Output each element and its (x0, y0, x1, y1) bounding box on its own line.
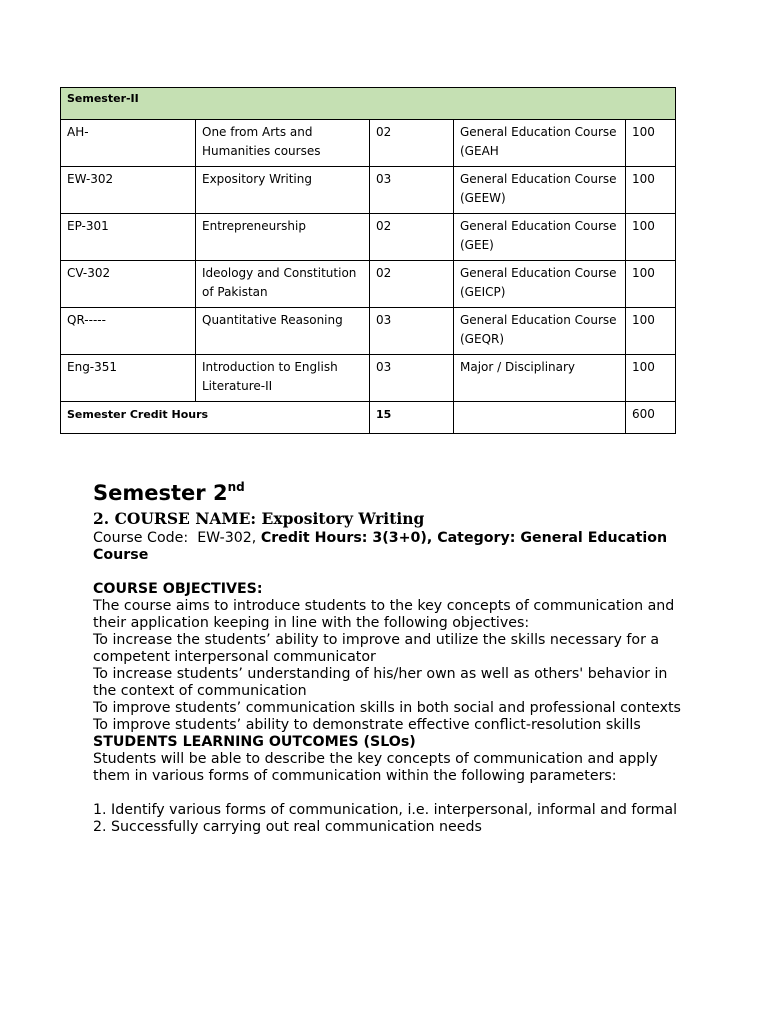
course-marks: 100 (626, 214, 676, 261)
course-credits: 02 (370, 120, 454, 167)
course-title: Introduction to English Literature-II (196, 355, 370, 402)
course-name-label: 2. COURSE NAME: (93, 509, 257, 528)
course-code: CV-302 (61, 261, 196, 308)
semester-title-sup: nd (227, 480, 245, 494)
objective-item: To increase the students’ ability to improve and utilize the skills necessary for a competent interpersonal communicator (93, 632, 660, 665)
course-marks: 100 (626, 261, 676, 308)
course-code-label: Course Code: (93, 530, 189, 546)
semester-header: Semester-II (61, 88, 676, 120)
course-credits: 03 (370, 308, 454, 355)
table-row (61, 120, 676, 167)
slo-intro: Students will be able to describe the key concepts of communication and apply them in various forms of communication within the following parameters: (93, 751, 658, 784)
semester-title-text: Semester 2 (93, 481, 228, 505)
course-title: Entrepreneurship (196, 214, 370, 261)
course-title: Expository Writing (196, 167, 370, 214)
course-name-value: Expository Writing (261, 509, 425, 528)
objectives-heading: COURSE OBJECTIVES: (93, 581, 263, 597)
slo-heading: STUDENTS LEARNING OUTCOMES (SLOs) (93, 734, 416, 750)
table-header-row (61, 88, 676, 120)
total-marks: 600 (626, 402, 676, 434)
course-category: General Education Course (GEE) (454, 214, 626, 261)
course-title: Quantitative Reasoning (196, 308, 370, 355)
course-section (93, 472, 693, 836)
course-credits: 02 (370, 261, 454, 308)
course-meta (93, 530, 693, 564)
table-row (61, 355, 676, 402)
course-table (60, 87, 676, 434)
objective-item: To improve students’ ability to demonstrate effective conflict-resolution skills (93, 717, 641, 733)
course-code: Eng-351 (61, 355, 196, 402)
course-code: EP-301 (61, 214, 196, 261)
course-category: General Education Course (GEICP) (454, 261, 626, 308)
course-credits: 02 (370, 214, 454, 261)
course-name (93, 508, 693, 530)
course-category: Major / Disciplinary (454, 355, 626, 402)
course-marks: 100 (626, 167, 676, 214)
course-marks: 100 (626, 355, 676, 402)
course-credits: 03 (370, 355, 454, 402)
table-row (61, 167, 676, 214)
total-credits: 15 (370, 402, 454, 434)
course-title: Ideology and Constitution of Pakistan (196, 261, 370, 308)
course-code: AH- (61, 120, 196, 167)
table-row (61, 261, 676, 308)
course-code-value: EW-302, (197, 530, 257, 546)
course-meta-bold: Credit Hours: 3(3+0), Category: General Education Course (93, 530, 668, 563)
semester-title (93, 472, 693, 508)
course-code: EW-302 (61, 167, 196, 214)
course-marks: 100 (626, 308, 676, 355)
total-label: Semester Credit Hours (61, 402, 370, 434)
table-row (61, 214, 676, 261)
course-category: General Education Course (GEQR) (454, 308, 626, 355)
course-code: QR----- (61, 308, 196, 355)
objective-item: To increase students’ understanding of his/her own as well as others' behavior in the context of communication (93, 666, 668, 699)
course-category: General Education Course (GEEW) (454, 167, 626, 214)
total-category (454, 402, 626, 434)
course-credits: 03 (370, 167, 454, 214)
table-total-row (61, 402, 676, 434)
course-category: General Education Course (GEAH (454, 120, 626, 167)
slo-item: 1. Identify various forms of communication, i.e. interpersonal, informal and formal (93, 802, 678, 818)
table-row (61, 308, 676, 355)
slo-item: 2. Successfully carrying out real communication needs (93, 819, 482, 835)
objectives-intro: The course aims to introduce students to the key concepts of communication and their application keeping in line with the following objectives: (93, 598, 675, 631)
course-marks: 100 (626, 120, 676, 167)
objective-item: To improve students’ communication skills in both social and professional contexts (93, 700, 681, 716)
course-title: One from Arts and Humanities courses (196, 120, 370, 167)
